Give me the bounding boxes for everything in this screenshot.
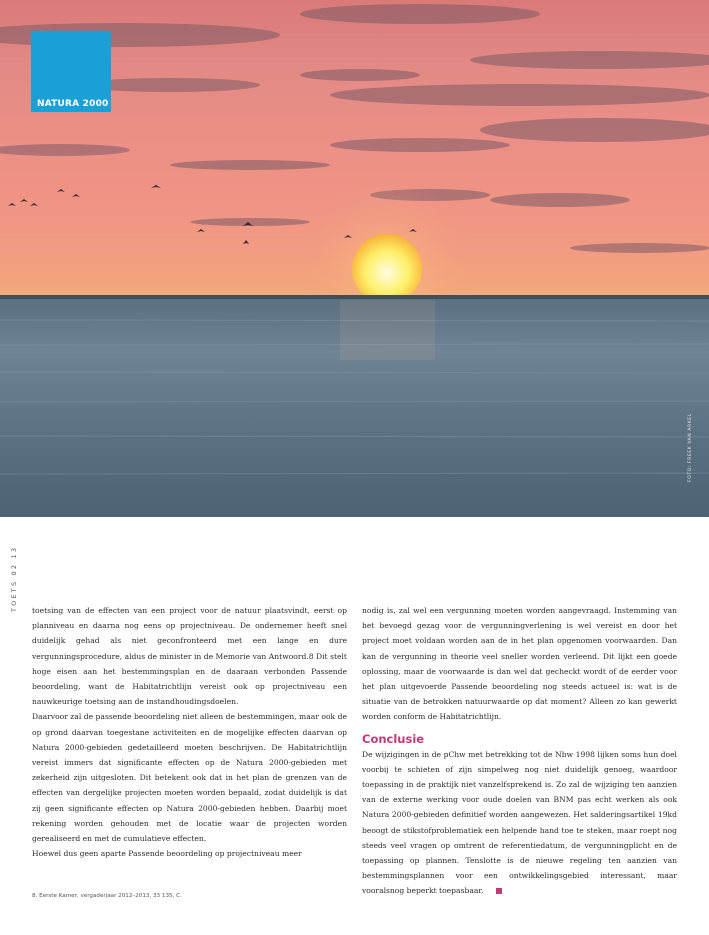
end-of-article-mark bbox=[496, 888, 502, 894]
conclusion-text: De wijzigingen in de pChw met betrekking tot de Nbw 1998 lijken soms hun doel voorbij te schieten of zijn simpelweg nog niet duidelijk genoeg, waardoor toepassing in de praktijk niet vanzelfsprekend is. Zo zal de wijziging ten aanzien van de externe werking voor oude doelen van BNM pas echt werken als ook Natura 2000-gebieden definitief worden aangewezen. Het salderingsartikel 19kd beoogt de stikstofproblematiek een helpende hand toe te steken, maar roept nog steeds veel vragen op omtrent de referentiedatum, de vergunningplicht en de toepassing op plannen. Tenslotte is de nieuwe regeling ten aanzien van bestemmingsplannen voor een ontwikkelingsgebied interessant, maar vooralsnog beperkt toepasbaar. bbox=[362, 749, 677, 896]
natura-2000-badge bbox=[31, 31, 111, 112]
paragraph: Hoewel dus geen aparte Passende beoordeling op projectniveau meer bbox=[32, 849, 302, 859]
section-heading: Conclusie bbox=[362, 731, 425, 746]
paragraph-conclusion bbox=[362, 747, 677, 899]
paragraph: toetsing van de effecten van een project voor de natuur plaatsvindt, eerst op planniveau en daarna nog eens op projectniveau. De ondernemer heeft snel duidelijk gehad als niet geconfronteerd met een lange en dure vergunningsprocedure, aldus de minister in de Memorie van Antwoord.8 Dit stelt hoge eisen aan het bestemmingsplan en de daaraan verbonden Passende beoordeling, want de Habitatrichtlijn vereist ook op projectniveau een nauwkeurige toetsing aan de instandhoudingsdoelen. bbox=[32, 606, 347, 707]
sun bbox=[352, 234, 422, 304]
paragraph: Daarvoor zal de passende beoordeling niet alleen de bestemmingen, maar ook de op grond daarvan toegestane activiteiten en de mogelijke effecten daarvan op Natura 2000-gebieden gedetailleerd moeten beschrijven. De Habitatrichtlijn vereist immers dat significante effecten op de Natura 2000-gebieden met zekerheid zijn uitgesloten. Dit betekent ook dat in het plan de grenzen van de effecten van dergelijke projecten moeten worden bepaald, zodat duidelijk is dat zij geen significante effecten op Natura 2000-gebieden hebben. Daarbij moet rekening worden gehouden met de locatie waar de projecten worden gerealiseerd en met de cumulatieve effecten. bbox=[32, 712, 347, 844]
paragraph: nodig is, zal wel een vergunning moeten worden aangevraagd. Instemming van het bevoegd gezag voor de vergunningverlening is wel vereist en door het project moet voldaan worden aan de in het plan opgenomen voorwaarden. Dan kan de vergunning in theorie veel sneller worden verleend. Dit lijkt een goede oplossing, maar de voorwaarde is dan wel dat gecheckt wordt of de eerder voor het plan uitgevoerde Passende beoordeling nog steeds actueel is: wat is de situatie van de betrokken natuurwaarde op dat moment? Alleen zo kan gewerkt worden conform de Habitatrichtlijn. bbox=[362, 606, 677, 722]
photo-credit: FOTO: FREEK VAN ARKEL bbox=[688, 413, 693, 482]
running-head: TOETS 02 13 bbox=[10, 545, 18, 612]
footnote: 8. Eerste Kamer, vergaderjaar 2012–2013, 33 135, C. bbox=[32, 893, 182, 899]
right-column bbox=[362, 603, 677, 899]
badge-label: NATURA 2000 bbox=[37, 99, 109, 109]
left-column bbox=[32, 603, 347, 861]
